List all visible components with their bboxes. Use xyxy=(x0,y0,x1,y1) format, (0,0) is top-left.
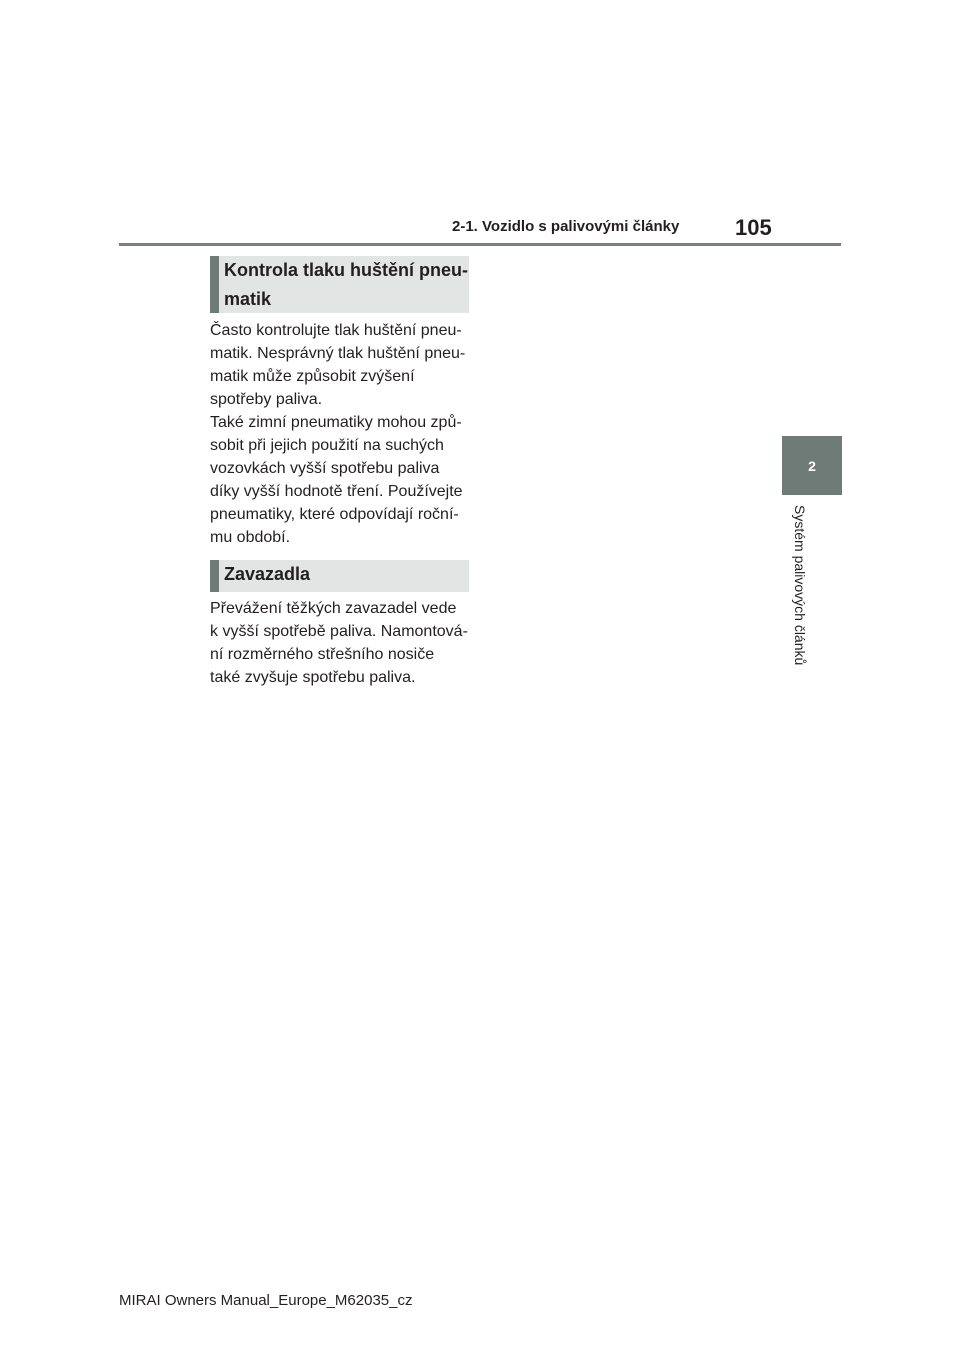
chapter-tab-number: 2 xyxy=(808,457,816,474)
body-line: také zvyšuje spotřebu paliva. xyxy=(210,669,416,686)
section-body-tire-pressure xyxy=(210,319,472,549)
heading-line: Zavazadla xyxy=(224,564,311,584)
body-line: pneumatiky, které odpovídají roční- xyxy=(210,506,459,523)
body-line: spotřeby paliva. xyxy=(210,391,323,408)
chapter-tab xyxy=(782,436,842,495)
body-line: díky vyšší hodnotě tření. Používejte xyxy=(210,483,463,500)
section-heading-luggage xyxy=(210,560,469,592)
body-line: matik může způsobit zvýšení xyxy=(210,368,415,385)
page-number: 105 xyxy=(735,215,772,240)
body-line: Také zimní pneumatiky mohou způ- xyxy=(210,414,462,431)
body-line: ní rozměrného střešního nosiče xyxy=(210,646,435,663)
header-divider xyxy=(119,243,841,246)
heading-line: matik xyxy=(224,289,272,309)
body-line: Často kontrolujte tlak huštění pneu- xyxy=(210,322,462,339)
body-line: sobit při jejich použití na suchých xyxy=(210,437,444,454)
section-title: 2-1. Vozidlo s palivovými články xyxy=(452,218,680,235)
body-line: matik. Nesprávný tlak huštění pneu- xyxy=(210,345,466,362)
heading-line: Kontrola tlaku huštění pneu- xyxy=(224,260,469,280)
section-body-luggage xyxy=(210,597,472,689)
body-line: k vyšší spotřebě paliva. Namontová- xyxy=(210,623,468,640)
body-line: mu období. xyxy=(210,529,291,546)
body-line: vozovkách vyšší spotřebu paliva xyxy=(210,460,440,477)
body-line: Převážení těžkých zavazadel vede xyxy=(210,600,457,617)
document-footer: MIRAI Owners Manual_Europe_M62035_cz xyxy=(119,1292,413,1309)
section-heading-tire-pressure xyxy=(210,256,469,313)
chapter-tab-label: Systém palivových článků xyxy=(792,505,808,666)
